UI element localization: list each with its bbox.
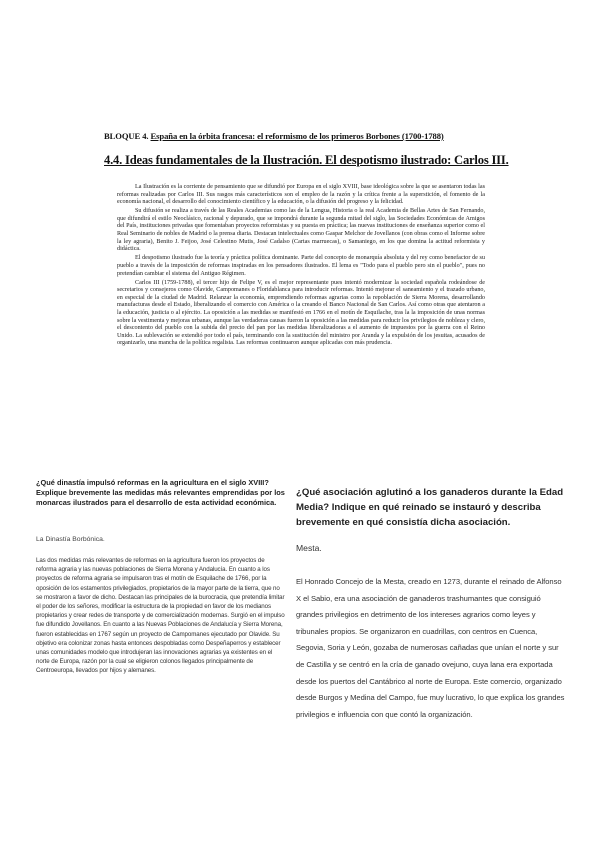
section-title: 4.4. Ideas fundamentales de la Ilustración. El despotismo ilustrado: Carlos III. <box>104 153 509 167</box>
question-agriculture: ¿Qué dinastía impulsó reformas en la agricultura en el siglo XVIII? Explique brevemente las medidas más relevantes emprendidas por los monarcas ilustrados para el desarrollo de esta actividad económica. <box>36 478 285 508</box>
paragraph-difusion: Su difusión se realiza a través de las Reales Academias como las de la Lengua, Historia o la real Academia de Bellas Artes de San Fernando, que difundirá el estilo Neoclásico, racional y depurado, que se impondrá durante la segunda mitad del siglo, las Sociedades Económicas de Amigos del País, instituciones privadas que fomentaban proyectos reformistas y su puesta en práctica; las nuevas instituciones de enseñanza superior como el Real Seminario de nobles de Madrid o la prensa diaria. Destacan intelectuales como Gaspar Melchor de Jovellanos (con obras como el Informe sobre la ley agraria), Benito J. Feijoo, José Celestino Mutis, José Cadalso (Cartas marruecas), o Samaniego, en los que domina la actitud reformista y didáctica. <box>117 208 485 253</box>
paragraph-ilustracion: La Ilustración es la corriente de pensamiento que se difundió por Europa en el siglo XVIII, base ideológica sobre la que se asentaron todas las reformas realizadas por Carlos III. Sus rasgos más característicos son el empleo de la razón y la crítica frente a la superstición, el fomento de la economía nacional, el desarrollo del conocimiento científico y la educación, o la difusión del progreso y la felicidad. <box>117 184 485 206</box>
question-mesta: ¿Qué asociación aglutinó a los ganaderos durante la Edad Media? Indique en qué reinado se instauró y describa brevemente en qué consistía dicha asociación. <box>296 487 564 529</box>
block-heading <box>104 131 484 141</box>
answer-mesta-heading: Mesta. <box>296 543 322 553</box>
answer-agriculture-body: Las dos medidas más relevantes de reformas en la agricultura fueron los proyectos de reforma agraria y las nuevas poblaciones de Sierra Morena y Andalucía. En cuanto a los proyectos de reforma agraria se impulsaron tras el motín de Esquilache de 1766, por la oposición de los estamentos privilegiados, propietarios de la mayor parte de la tierra, que no se mostraron a favor de dicho. Destacan las principales de la burocracia, que pretendía limitar el poder de los señores, modificar la estructura de la propiedad en favor de los medianos propietarios y crear redes de transporte y de comercialización modernas. Surgió en el impulso fue difundido Jovellanos. En cuanto a las Nuevas Poblaciones de Andalucía y Sierra Morena, fueron establecidas en 1767 según un proyecto de Campomanes ejecutado por Olavide. Su objetivo era colonizar zonas hasta entonces despobladas como Despeñaperros y establecer unas comunidades modelo que introdujeran las innovaciones agrarias ya existentes en el norte de Europa, razón por la cual se eligieron colonos llegados principalmente de Centroeuropa, llevados por hijos y alemanes. <box>36 557 285 675</box>
answer-agriculture-heading: La Dinastía Borbónica. <box>36 536 105 543</box>
essay-body <box>117 184 485 349</box>
paragraph-carlos-iii: Carlos III (1759-1788), el tercer hijo de Felipe V, es el mejor representante pues intentó modernizar la sociedad española rodeándose de secretarios y consejeros como Olavide, Campomanes o Floridablanca para introducir reformas. Intentó mejorar el saneamiento y el trazado urbano, en especial de la ciudad de Madrid. Relanzar la economía, emprendiendo reformas agrarias como la repoblación de Sierra Morena, desarrollando manufacturas desde el Estado, liberalizando el comercio con América o la creando el Banco Nacional de San Carlos. Así como otras que atentaron a la educación, justicia o al ejército. La oposición a las medidas se manifestó en 1766 en el motín de Esquilache, tras la la imposición de unas normas sobre la vestimenta y mejoras urbanas, aunque las verdaderas causas fueron la oposición a las medidas para reducir los privilegios de nobleza y clero, el descontento del pueblo con la subida del precio del pan por las medidas liberalizadoras a el aumento de impuestos por la guerra con el Reino Unido. La sublevación se extendió por todo el país, terminando con la sustitución del ministro por Aranda y la expulsión de los jesuitas, acusados de organizarlo, una mancha de la política regalista. Las reformas continuaron aunque aplicadas con más prudencia. <box>117 279 485 347</box>
answer-mesta-body: El Honrado Concejo de la Mesta, creado en 1273, durante el reinado de Alfonso X el Sabio, era una asociación de ganaderos trashumantes que consiguió grandes privilegios en detrimento de los intereses agrarios como leyes y tribunales propios. Se organizaron en cuadrillas, con centros en Cuenca, Segovia, Soria y León, gozaba de numerosas cañadas que unían el norte y sur de Castilla y se centró en la cría de ganado ovejuno, cuya lana era exportada desde los puertos del Cantábrico al norte de Europa. Este comercio, organizado desde Burgos y Medina del Campo, fue muy lucrativo, lo que explica los grandes privilegios e influencia con que contó la organización. <box>296 577 565 719</box>
block-number: BLOQUE 4. <box>104 131 149 141</box>
paragraph-despotismo: El despotismo ilustrado fue la teoría y práctica política dominante. Parte del concepto de monarquía absoluta y del rey como benefactor de su pueblo a través de la imposición de reformas inspiradas en los pensadores ilustrados. El lema es "Todo para el pueblo pero sin el pueblo", pues no pretendían cambiar el sistema del Antiguo Régimen. <box>117 255 485 277</box>
block-title: España en la órbita francesa: el reformismo de los primeros Borbones (1700-1788) <box>150 131 444 141</box>
